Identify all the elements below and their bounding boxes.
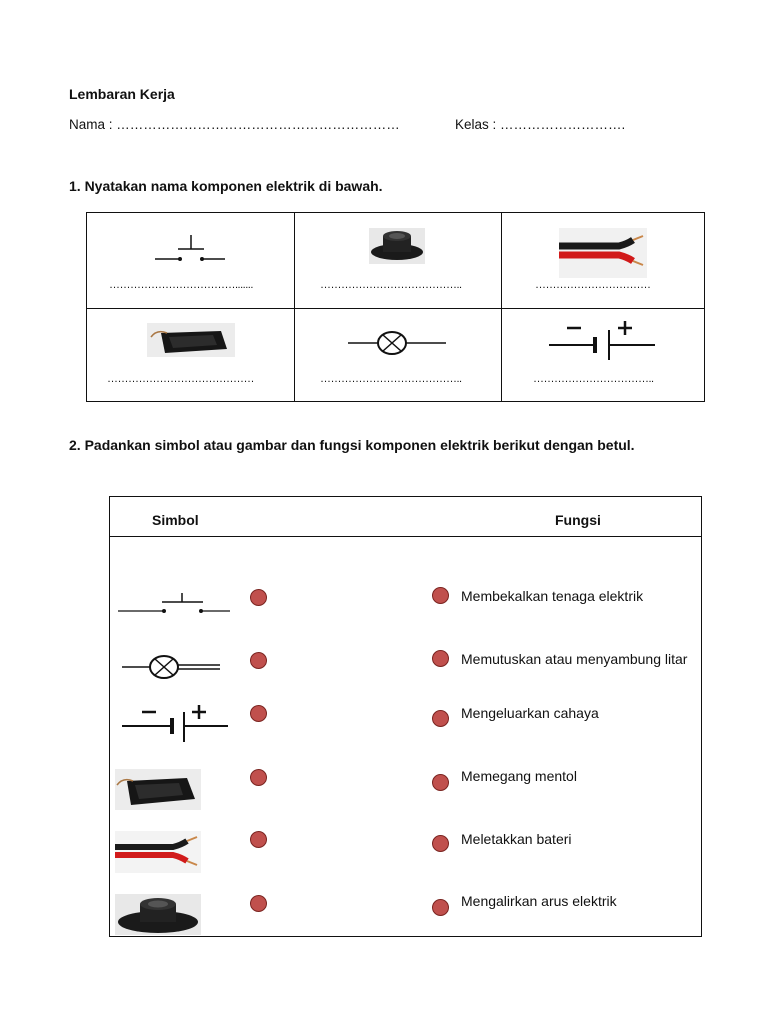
match-dot-symbol[interactable]: [250, 769, 267, 786]
column-header-function: Fungsi: [555, 512, 601, 528]
bulb-symbol-icon: [122, 654, 220, 680]
bulb-holder-photo-icon: [115, 894, 201, 935]
function-label: Mengeluarkan cahaya: [461, 705, 599, 721]
function-label: Memegang mentol: [461, 768, 577, 784]
wire-photo-icon: [115, 831, 201, 873]
answer-blank[interactable]: ……………………………………: [107, 373, 254, 385]
question-2: 2. Padankan simbol atau gambar dan fungsi komponen elektrik berikut dengan betul.: [69, 437, 635, 453]
answer-blank[interactable]: ……………………………….......: [109, 279, 253, 291]
match-dot-symbol[interactable]: [250, 831, 267, 848]
battery-holder-photo-icon: [115, 769, 201, 810]
battery-holder-photo-icon: [147, 323, 235, 357]
wire-photo-icon: [559, 228, 647, 278]
match-dot-function[interactable]: [432, 710, 449, 727]
answer-blank[interactable]: ……………………………..: [533, 373, 654, 385]
answer-blank[interactable]: ……………………………: [535, 279, 651, 291]
name-line[interactable]: Nama : ………………………………………………………: [69, 117, 400, 132]
component-grid: [86, 212, 705, 402]
battery-symbol-icon: [122, 704, 228, 744]
answer-blank[interactable]: …………………………………..: [320, 373, 462, 385]
match-dot-symbol[interactable]: [250, 895, 267, 912]
function-label: Meletakkan bateri: [461, 831, 572, 847]
match-dot-function[interactable]: [432, 774, 449, 791]
match-dot-symbol[interactable]: [250, 705, 267, 722]
battery-symbol-icon: [549, 320, 655, 360]
match-dot-function[interactable]: [432, 835, 449, 852]
column-header-symbol: Simbol: [152, 512, 199, 528]
worksheet-title: Lembaran Kerja: [69, 86, 175, 102]
question-1: 1. Nyatakan nama komponen elektrik di bawah.: [69, 178, 383, 194]
function-label: Membekalkan tenaga elektrik: [461, 588, 644, 604]
matching-table: [109, 496, 702, 937]
function-label: Mengalirkan arus elektrik: [461, 893, 617, 909]
class-line[interactable]: Kelas : ……………………….: [455, 117, 626, 132]
answer-blank[interactable]: …………………………………..: [320, 279, 462, 291]
bulb-symbol-icon: [348, 330, 446, 356]
match-dot-symbol[interactable]: [250, 652, 267, 669]
switch-symbol-icon: [118, 593, 230, 617]
match-dot-symbol[interactable]: [250, 589, 267, 606]
match-dot-function[interactable]: [432, 650, 449, 667]
function-label: Memutuskan atau menyambung litar: [461, 651, 688, 667]
match-dot-function[interactable]: [432, 899, 449, 916]
match-dot-function[interactable]: [432, 587, 449, 604]
bulb-holder-photo-icon: [369, 228, 425, 264]
switch-symbol-icon: [155, 233, 227, 265]
